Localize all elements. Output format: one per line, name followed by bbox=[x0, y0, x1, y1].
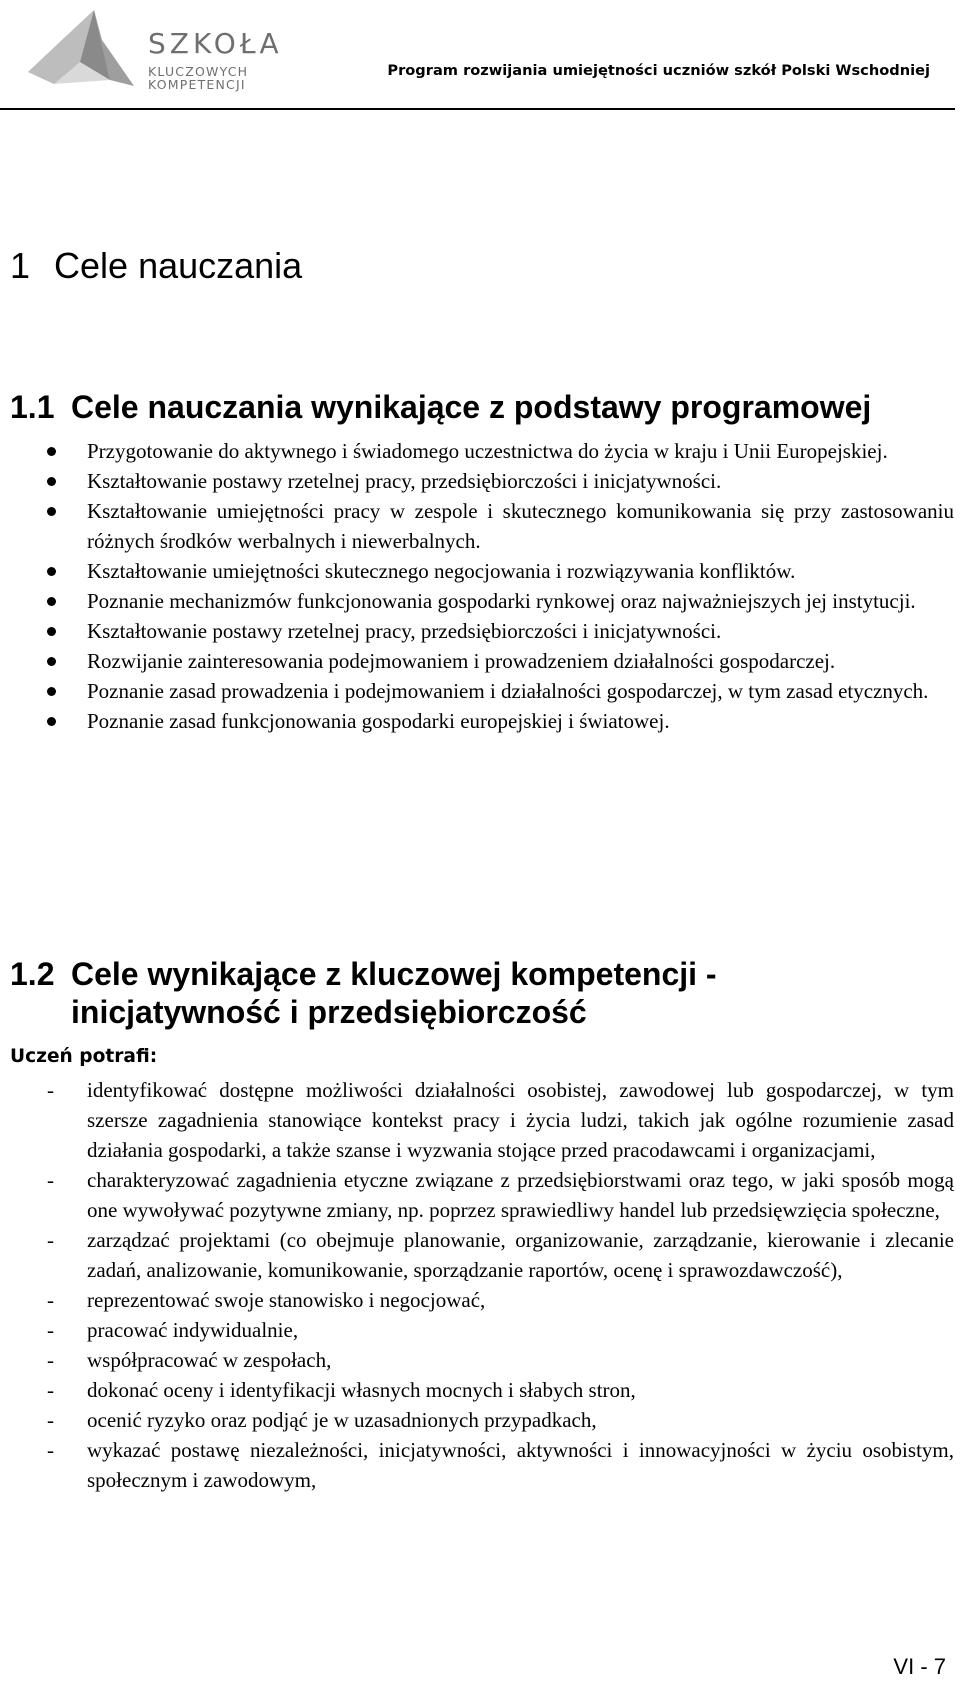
bullet-icon bbox=[47, 507, 56, 516]
lead-label: Uczeń potrafi: bbox=[10, 1046, 158, 1067]
dash-marker: - bbox=[47, 1168, 54, 1192]
bullet-icon bbox=[47, 567, 56, 576]
list-item-text: zarządzać projektami (co obejmuje planowanie, organizowanie, zarządzanie, kierowanie i zlecanie zadań, analizowanie, komunikowanie, sporządzanie raportów, ocenę i sprawozdawczość), bbox=[87, 1228, 954, 1282]
section-title: Cele nauczania wynikające z podstawy programowej bbox=[71, 389, 872, 425]
dash-marker: - bbox=[47, 1228, 54, 1252]
logo-subtitle: KLUCZOWYCH KOMPETENCJI bbox=[148, 64, 249, 92]
list-item-text: Poznanie zasad prowadzenia i podejmowaniem i działalności gospodarczej, w tym zasad etycznych. bbox=[87, 679, 929, 703]
list-item bbox=[0, 496, 960, 556]
list-item-text: Poznanie zasad funkcjonowania gospodarki europejskiej i światowej. bbox=[87, 709, 670, 733]
bullet-icon bbox=[47, 597, 56, 606]
list-item bbox=[0, 1225, 960, 1285]
chapter-title: Cele nauczania bbox=[54, 245, 303, 286]
chapter-heading bbox=[10, 244, 302, 288]
list-item-text: ocenić ryzyko oraz podjąć je w uzasadnionych przypadkach, bbox=[87, 1408, 597, 1432]
dash-marker: - bbox=[47, 1078, 54, 1102]
school-logo bbox=[24, 10, 324, 90]
list-item-text: dokonać oceny i identyfikacji własnych mocnych i słabych stron, bbox=[87, 1378, 636, 1402]
list-item-text: identyfikować dostępne możliwości działalności osobistej, zawodowej lub gospodarczej, w tym szersze zagadnienia stanowiące kontekst pracy i życia ludzi, takich jak ogólne rozumienie zasad działania gospodarki, a także szanse i wyzwania stojące przed pracodawcami i organizacjami, bbox=[87, 1078, 954, 1162]
list-item bbox=[0, 676, 960, 706]
list-item-text: Kształtowanie umiejętności pracy w zespole i skutecznego komunikowania się przy zastosowaniu różnych środków werbalnych i niewerbalnych. bbox=[87, 499, 954, 553]
list-item bbox=[0, 1165, 960, 1225]
list-item bbox=[0, 1375, 960, 1405]
list-item-text: Poznanie mechanizmów funkcjonowania gospodarki rynkowej oraz najważniejszych jej instytucji. bbox=[87, 589, 916, 613]
logo-title: SZKOŁA bbox=[148, 27, 283, 60]
mountain-logo-icon bbox=[24, 10, 144, 90]
dash-marker: - bbox=[47, 1438, 54, 1462]
dash-marker: - bbox=[47, 1348, 54, 1372]
list-item bbox=[0, 646, 960, 676]
list-item-text: Rozwijanie zainteresowania podejmowaniem i prowadzeniem działalności gospodarczej. bbox=[87, 649, 836, 673]
list-item bbox=[0, 1075, 960, 1165]
bullet-icon bbox=[47, 717, 56, 726]
list-item bbox=[0, 466, 960, 496]
skills-list bbox=[0, 1075, 960, 1495]
dash-marker: - bbox=[47, 1318, 54, 1342]
bullet-icon bbox=[47, 657, 56, 666]
list-item-text: pracować indywidualnie, bbox=[87, 1318, 299, 1342]
list-item bbox=[0, 706, 960, 736]
list-item-text: Kształtowanie umiejętności skutecznego negocjowania i rozwiązywania konfliktów. bbox=[87, 559, 796, 583]
dash-marker: - bbox=[47, 1378, 54, 1402]
list-item-text: reprezentować swoje stanowisko i negocjować, bbox=[87, 1288, 486, 1312]
list-item-text: charakteryzować zagadnienia etyczne związane z przedsiębiorstwami oraz tego, w jaki sposób mogą one wywoływać pozytywne zmiany, np. poprzez sprawiedliwy handel lub przedsięwzięcia społeczne, bbox=[87, 1168, 954, 1222]
list-item-text: Kształtowanie postawy rzetelnej pracy, przedsiębiorczości i inicjatywności. bbox=[87, 619, 722, 643]
list-item bbox=[0, 616, 960, 646]
bullet-icon bbox=[47, 627, 56, 636]
list-item-text: wykazać postawę niezależności, inicjatywności, aktywności i innowacyjności w życiu osobistym, społecznym i zawodowym, bbox=[87, 1438, 954, 1492]
section-heading-1-1 bbox=[10, 388, 871, 426]
list-item bbox=[0, 1405, 960, 1435]
page-number: VI - 7 bbox=[893, 1654, 946, 1679]
dash-marker: - bbox=[47, 1408, 54, 1432]
section-number: 1.2 bbox=[10, 956, 55, 992]
list-item bbox=[0, 1285, 960, 1315]
list-item bbox=[0, 1345, 960, 1375]
chapter-number: 1 bbox=[10, 245, 31, 286]
list-item bbox=[0, 436, 960, 466]
section-heading-1-2 bbox=[10, 955, 717, 1031]
list-item-text: Przygotowanie do aktywnego i świadomego uczestnictwa do życia w kraju i Unii Europejskiej. bbox=[87, 439, 888, 463]
list-item bbox=[0, 1435, 960, 1495]
bullet-icon bbox=[47, 687, 56, 696]
dash-marker: - bbox=[47, 1288, 54, 1312]
header-divider bbox=[0, 108, 955, 110]
program-title: Program rozwijania umiejętności uczniów szkół Polski Wschodniej bbox=[387, 62, 930, 79]
goals-list bbox=[0, 436, 960, 736]
bullet-icon bbox=[47, 477, 56, 486]
section-title-line2: inicjatywność i przedsiębiorczość bbox=[71, 994, 587, 1030]
list-item-text: współpracować w zespołach, bbox=[87, 1348, 332, 1372]
list-item-text: Kształtowanie postawy rzetelnej pracy, przedsiębiorczości i inicjatywności. bbox=[87, 469, 722, 493]
section-number: 1.1 bbox=[10, 389, 55, 425]
list-item bbox=[0, 1315, 960, 1345]
page-header bbox=[0, 0, 960, 112]
section-title-line1: Cele wynikające z kluczowej kompetencji - bbox=[71, 956, 717, 992]
list-item bbox=[0, 586, 960, 616]
bullet-icon bbox=[47, 447, 56, 456]
list-item bbox=[0, 556, 960, 586]
